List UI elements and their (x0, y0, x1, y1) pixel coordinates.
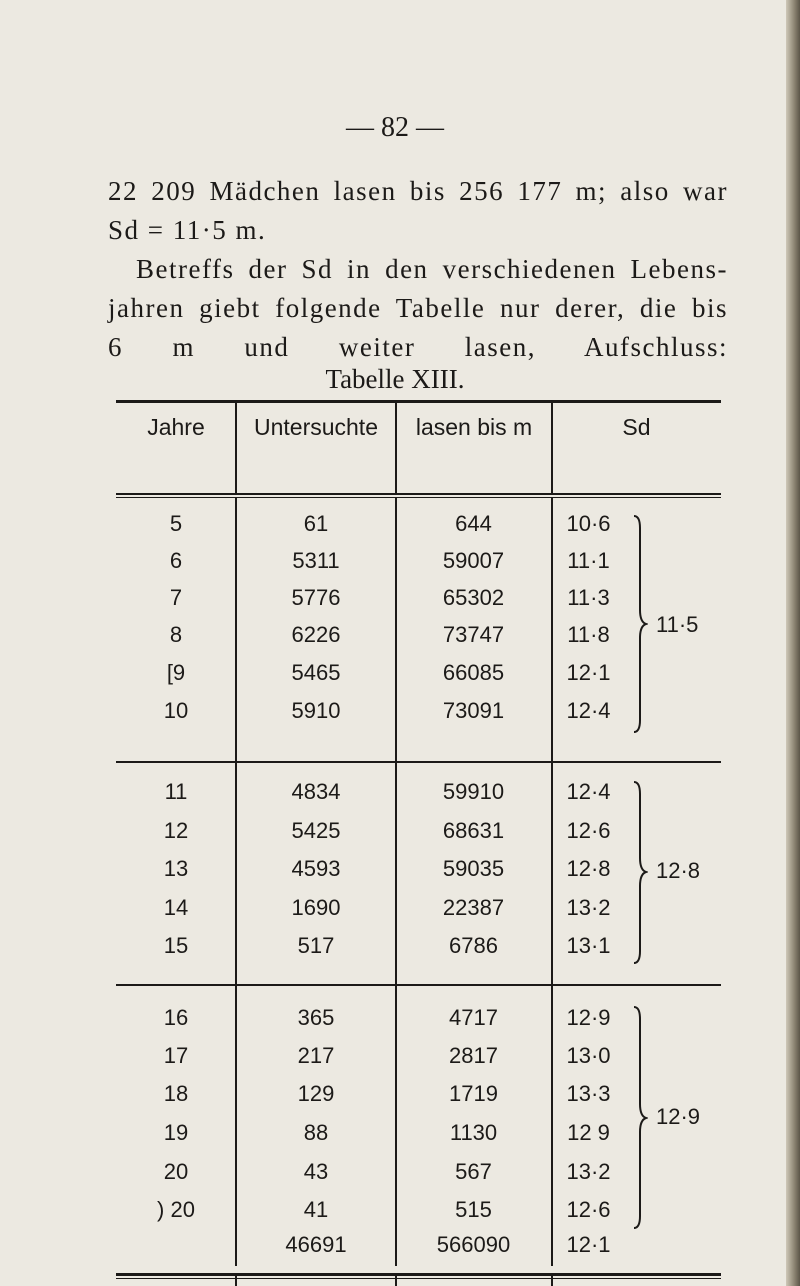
group-average: 12·8 (656, 858, 701, 883)
cell-lasen: 59035 (442, 856, 505, 881)
cell-jahre: 7 (169, 585, 183, 610)
group-average: 12·9 (656, 1104, 701, 1129)
group-divider (116, 984, 721, 986)
cell-lasen: 65302 (442, 585, 505, 610)
cell-lasen: 6786 (449, 933, 498, 958)
cell-untersuchte: 5311 (292, 548, 340, 573)
cell-sd: 12·6 (566, 818, 611, 843)
cell-lasen: 644 (455, 511, 492, 536)
header-lasen-bis-m: lasen bis m (415, 414, 533, 440)
cell-sd: 12·4 (566, 698, 611, 723)
group-divider (116, 761, 721, 763)
cell-jahre: 17 (163, 1043, 189, 1068)
totals-row (116, 1222, 721, 1267)
cell-jahre: 12 (163, 818, 189, 843)
cell-lasen: 1719 (449, 1081, 498, 1106)
cell-sd: 12·6 (566, 1197, 611, 1222)
cell-sd: 11·1 (567, 548, 610, 573)
cell-sd: 12 9 (567, 1120, 610, 1145)
cell-untersuchte: 5776 (291, 585, 341, 610)
header-sd: Sd (622, 414, 651, 440)
table-caption: Tabelle XIII. (325, 364, 465, 394)
total-untersuchte: 46691 (285, 1232, 347, 1257)
cell-jahre: 5 (169, 511, 183, 536)
cell-untersuchte: 365 (297, 1005, 335, 1030)
cell-untersuchte: 217 (297, 1043, 335, 1068)
cell-untersuchte: 1690 (291, 895, 341, 920)
cell-jahre: [9 (166, 660, 186, 685)
cell-lasen: 68631 (442, 818, 505, 843)
cell-sd: 10·6 (566, 511, 611, 536)
cell-untersuchte: 5425 (291, 818, 341, 843)
paragraph-line: jahren giebt folgende Tabelle nur derer, die bis (108, 293, 728, 323)
cell-sd: 12·9 (566, 1005, 611, 1030)
cell-jahre: 16 (163, 1005, 189, 1030)
cell-sd: 13·3 (566, 1081, 611, 1106)
paragraph-line: Sd = 11·5 m. (108, 215, 267, 245)
total-lasen: 566090 (436, 1232, 511, 1257)
table-header-rule (116, 497, 721, 498)
cell-lasen: 59007 (442, 548, 505, 573)
table-top-rule (116, 400, 721, 403)
right-brace (632, 780, 648, 965)
cell-jahre: 8 (169, 622, 183, 647)
cell-lasen: 66085 (442, 660, 505, 685)
column-divider (551, 1276, 553, 1286)
header-untersuchte: Untersuchte (253, 414, 378, 440)
cell-sd: 13·0 (566, 1043, 611, 1068)
total-sd: 12·1 (566, 1232, 611, 1257)
column-divider (235, 1276, 237, 1286)
cell-untersuchte: 41 (303, 1197, 329, 1222)
cell-lasen: 22387 (442, 895, 505, 920)
header-jahre: Jahre (147, 414, 205, 440)
cell-sd: 13·2 (566, 895, 611, 920)
cell-untersuchte: 5910 (291, 698, 341, 723)
paragraph-result (108, 172, 728, 250)
cell-untersuchte: 88 (303, 1120, 329, 1145)
cell-lasen: 4717 (449, 1005, 498, 1030)
table-header-rule (116, 493, 721, 495)
cell-untersuchte: 4593 (291, 856, 341, 881)
cell-lasen: 2817 (449, 1043, 498, 1068)
totals-rule (116, 1273, 721, 1276)
paragraph-line: Betreffs der Sd in den verschiedenen Lebens- (136, 254, 728, 284)
right-brace (632, 514, 648, 734)
column-divider (395, 1276, 397, 1286)
group-average: 11·5 (656, 612, 699, 637)
cell-untersuchte: 517 (297, 933, 335, 958)
page-edge-shadow (786, 0, 800, 1286)
cell-untersuchte: 5465 (291, 660, 341, 685)
cell-jahre: 6 (169, 548, 183, 573)
cell-jahre: 15 (163, 933, 189, 958)
cell-sd: 12·4 (566, 779, 611, 804)
cell-sd: 11·3 (567, 585, 610, 610)
table-row (116, 923, 721, 968)
table-row (116, 688, 721, 733)
cell-untersuchte: 129 (297, 1081, 335, 1106)
totals-rule (116, 1278, 721, 1279)
paragraph-line: 22 209 Mädchen lasen bis 256 177 m; also war (108, 176, 728, 206)
paragraph-line: 6 m und weiter lasen, Aufschluss: (108, 332, 728, 362)
cell-sd: 12·8 (566, 856, 611, 881)
cell-jahre: 11 (164, 779, 188, 804)
cell-sd: 11·8 (567, 622, 610, 647)
cell-jahre: 18 (163, 1081, 189, 1106)
cell-lasen: 59910 (442, 779, 505, 804)
cell-untersuchte: 6226 (291, 622, 341, 647)
page-number: — 82 — (346, 112, 444, 143)
total-jahre (116, 1222, 236, 1267)
cell-lasen: 73091 (442, 698, 505, 723)
paragraph-intro (108, 250, 728, 367)
cell-jahre: 20 (163, 1159, 189, 1184)
cell-lasen: 1130 (449, 1120, 498, 1145)
cell-jahre: ) 20 (157, 1197, 195, 1222)
cell-jahre: 14 (163, 895, 189, 920)
cell-untersuchte: 61 (303, 511, 329, 536)
cell-sd: 13·2 (566, 1159, 611, 1184)
right-brace (632, 1005, 648, 1230)
cell-lasen: 515 (455, 1197, 492, 1222)
cell-jahre: 10 (163, 698, 189, 723)
cell-lasen: 73747 (442, 622, 505, 647)
cell-lasen: 567 (455, 1159, 492, 1184)
cell-sd: 13·1 (566, 933, 611, 958)
cell-jahre: 19 (163, 1120, 189, 1145)
cell-jahre: 13 (163, 856, 189, 881)
cell-sd: 12·1 (566, 660, 611, 685)
cell-untersuchte: 4834 (291, 779, 341, 804)
cell-untersuchte: 43 (303, 1159, 329, 1184)
